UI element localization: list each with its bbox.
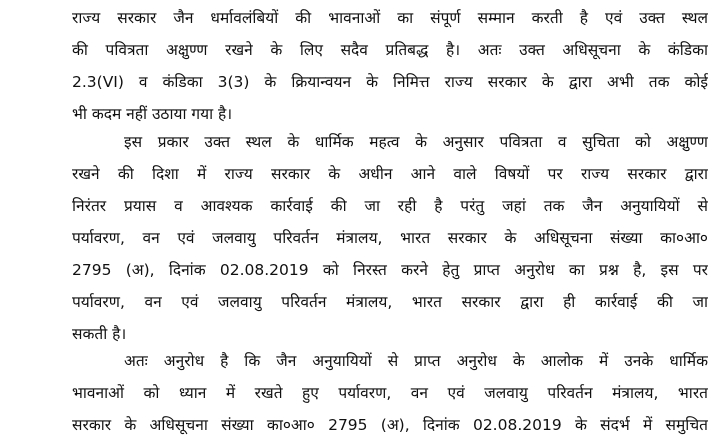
paragraph-2-line-1: इस प्रकार उक्त स्थल के धार्मिक महत्व के अनुसार पवित्रता व सुचिता को अक्षुण्ण xyxy=(124,133,708,151)
paragraph-3-line-2: भावनाओं को ध्यान में रखते हुए पर्यावरण, वन एवं जलवायु परिवर्तन मंत्रालय, भारत xyxy=(72,384,708,402)
paragraph-2-line-3: निरंतर प्रयास व आवश्यक कार्रवाई की जा रही है परंतु जहां तक जैन अनुयायियों से xyxy=(72,197,708,215)
paragraph-2-line-5: 2795 (अ), दिनांक 02.08.2019 को निरस्त करने हेतु प्राप्त अनुरोध का प्रश्न है, इस पर xyxy=(72,261,708,279)
paragraph-1 xyxy=(72,2,708,130)
paragraph-2-line-4: पर्यावरण, वन एवं जलवायु परिवर्तन मंत्रालय, भारत सरकार के अधिसूचना संख्या का०आ० xyxy=(72,229,708,247)
paragraph-2-line-2: रखने की दिशा में राज्य सरकार के अधीन आने वाले विषयों पर राज्य सरकार द्वारा xyxy=(72,165,708,183)
paragraph-3-line-1: अतः अनुरोध है कि जैन अनुयायियों से प्राप्त अनुरोध के आलोक में उनके धार्मिक xyxy=(124,352,708,370)
paragraph-1-line-2: की पवित्रता अक्षुण्ण रखने के लिए सदैव प्रतिबद्ध है। अतः उक्त अधिसूचना के कंडिका xyxy=(72,41,708,59)
paragraph-1-line-4: भी कदम नहीं उठाया गया है। xyxy=(72,105,233,123)
paragraph-2 xyxy=(72,126,708,350)
paragraph-1-line-3: 2.3(VI) व कंडिका 3(3) के क्रियान्वयन के निमित्त राज्य सरकार के द्वारा अभी तक कोई xyxy=(72,73,708,91)
paragraph-1-line-1: राज्य सरकार जैन धर्मावलंबियों की भावनाओं का संपूर्ण सम्मान करती है एवं उक्त स्थल xyxy=(72,9,708,27)
paragraph-2-line-6: पर्यावरण, वन एवं जलवायु परिवर्तन मंत्रालय, भारत सरकार द्वारा ही कार्रवाई की जा xyxy=(72,293,708,311)
paragraph-2-line-7: सकती है। xyxy=(72,325,127,343)
paragraph-3 xyxy=(72,345,708,441)
paragraph-3-line-3: सरकार के अधिसूचना संख्या का०आ० 2795 (अ), दिनांक 02.08.2019 के संदर्भ में समुचित xyxy=(72,416,708,434)
